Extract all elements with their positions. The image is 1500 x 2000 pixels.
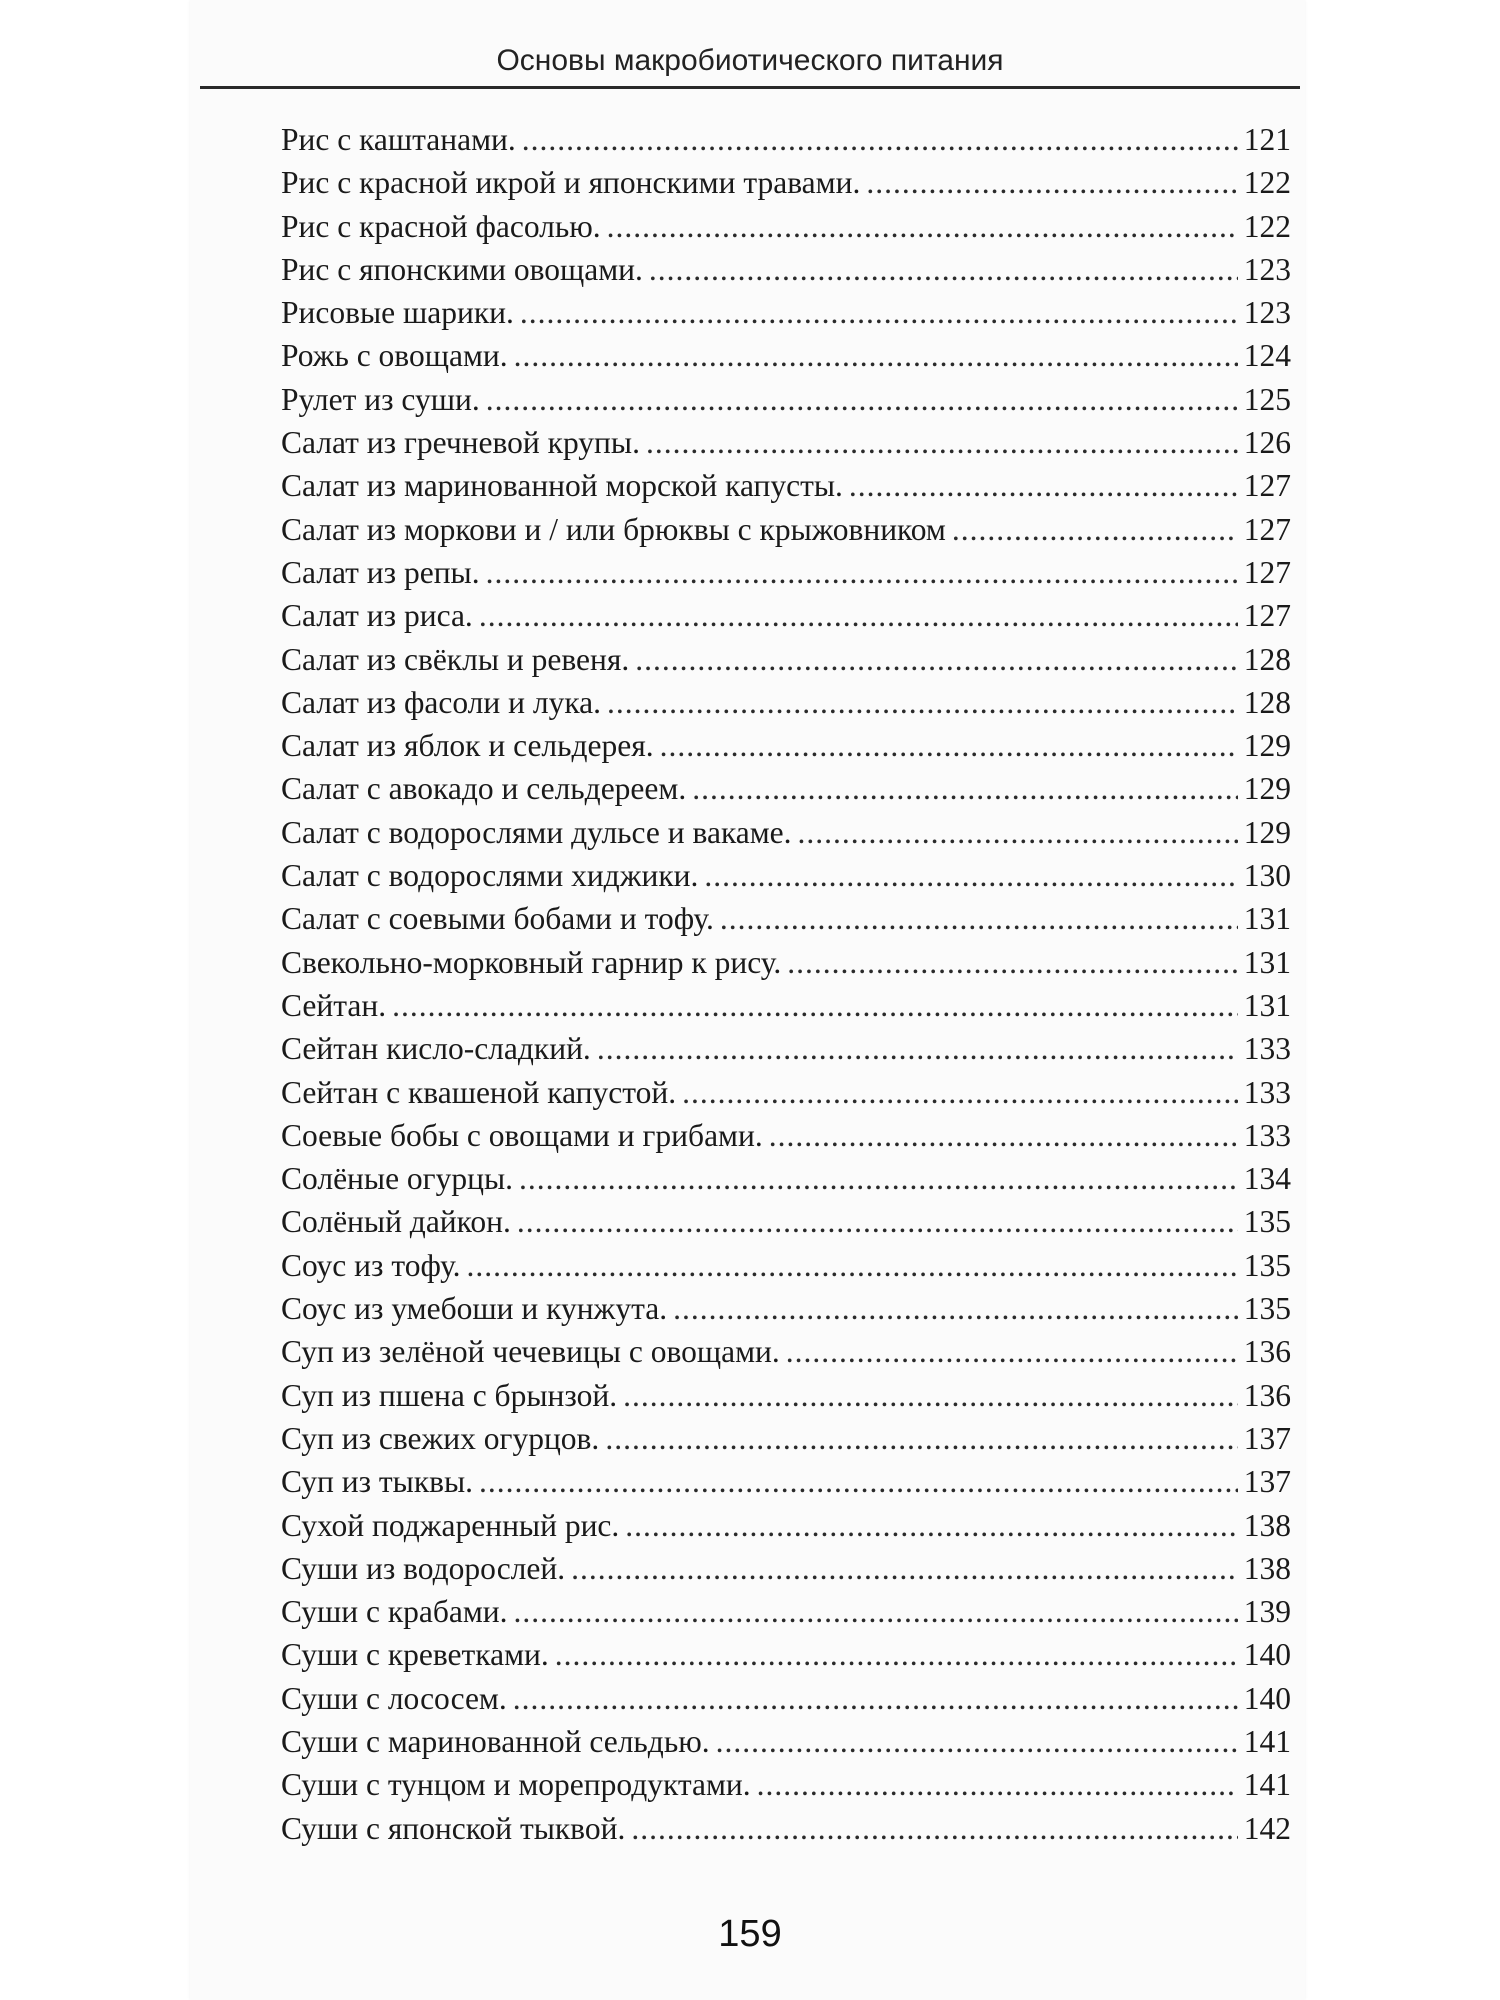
toc-entry	[281, 767, 1291, 810]
toc-entry-page: 135	[1243, 1247, 1291, 1283]
toc-entry-page: 140	[1243, 1680, 1291, 1716]
dot-leader	[479, 594, 1238, 637]
toc-entry	[281, 1114, 1291, 1157]
dot-leader	[660, 724, 1238, 767]
toc-entry-page: 136	[1243, 1334, 1291, 1370]
toc-entry-title: Сейтан.	[281, 987, 387, 1023]
toc-entry-title: Суши из водорослей.	[281, 1550, 566, 1586]
toc-entry	[281, 1504, 1291, 1547]
toc-entry-page: 123	[1243, 251, 1291, 287]
page-number: 159	[718, 1913, 782, 1955]
toc-entry-page: 130	[1243, 858, 1291, 894]
dot-leader	[479, 1460, 1238, 1503]
toc-entry-title: Свекольно-морковный гарнир к рису.	[281, 944, 782, 980]
toc-entry-page: 129	[1243, 771, 1291, 807]
toc-entry	[281, 421, 1291, 464]
toc-entry	[281, 1460, 1291, 1503]
toc-entry	[281, 1071, 1291, 1114]
toc-entry-title: Суп из пшена с брынзой.	[281, 1377, 618, 1413]
dot-leader	[486, 378, 1238, 421]
dot-leader	[513, 1677, 1238, 1720]
dot-leader	[952, 508, 1238, 551]
toc-entry	[281, 1200, 1291, 1243]
toc-entry-page: 138	[1243, 1550, 1291, 1586]
toc-entry-page: 122	[1243, 165, 1291, 201]
dot-leader	[673, 1287, 1238, 1330]
toc-entry	[281, 984, 1291, 1027]
toc-entry-page: 138	[1243, 1507, 1291, 1543]
dot-leader	[757, 1763, 1238, 1806]
toc-entry-page: 135	[1243, 1291, 1291, 1327]
toc-entry	[281, 897, 1291, 940]
dot-leader	[519, 1157, 1238, 1200]
toc-entry-title: Рис с красной фасолью.	[281, 208, 601, 244]
toc-entry	[281, 248, 1291, 291]
toc-entry-page: 123	[1243, 295, 1291, 331]
toc-entry	[281, 464, 1291, 507]
dot-leader	[849, 464, 1238, 507]
toc-entry-page: 127	[1243, 468, 1291, 504]
toc-entry-title: Салат из риса.	[281, 598, 473, 634]
dot-leader	[769, 1114, 1238, 1157]
toc-entry	[281, 811, 1291, 854]
toc-entry-title: Рис с японскими овощами.	[281, 251, 643, 287]
toc-entry-page: 140	[1243, 1637, 1291, 1673]
toc-entry-page: 127	[1243, 554, 1291, 590]
toc-entry-title: Суп из свежих огурцов.	[281, 1420, 600, 1456]
toc-entry	[281, 941, 1291, 984]
toc-entry-title: Салат из фасоли и лука.	[281, 684, 602, 720]
dot-leader	[716, 1720, 1238, 1763]
toc-entry	[281, 1244, 1291, 1287]
toc-entry	[281, 1633, 1291, 1676]
toc-entry-title: Соус из умебоши и кунжута.	[281, 1291, 668, 1327]
table-of-contents	[281, 118, 1291, 1850]
toc-entry-page: 142	[1243, 1810, 1291, 1846]
toc-entry-title: Рожь с овощами.	[281, 338, 508, 374]
toc-entry-page: 124	[1243, 338, 1291, 374]
toc-entry	[281, 378, 1291, 421]
dot-leader	[623, 1374, 1238, 1417]
toc-entry-title: Сейтан кисло-сладкий.	[281, 1031, 591, 1067]
toc-entry-title: Салат из репы.	[281, 554, 480, 590]
toc-entry	[281, 1374, 1291, 1417]
toc-entry	[281, 334, 1291, 377]
toc-entry-title: Рис с каштанами.	[281, 122, 516, 157]
toc-entry-title: Солёный дайкон.	[281, 1204, 511, 1240]
toc-entry	[281, 291, 1291, 334]
toc-entry-page: 133	[1243, 1031, 1291, 1067]
dot-leader	[682, 1071, 1238, 1114]
toc-entry	[281, 594, 1291, 637]
dot-leader	[607, 205, 1238, 248]
dot-leader	[607, 681, 1238, 724]
dot-leader	[486, 551, 1238, 594]
toc-entry-page: 131	[1243, 987, 1291, 1023]
toc-entry-page: 137	[1243, 1464, 1291, 1500]
toc-entry	[281, 1763, 1291, 1806]
toc-entry	[281, 161, 1291, 204]
running-header: Основы макробиотического питания	[496, 44, 1004, 77]
toc-entry	[281, 638, 1291, 681]
toc-entry-page: 127	[1243, 598, 1291, 634]
dot-leader	[514, 1590, 1238, 1633]
toc-entry-page: 141	[1243, 1723, 1291, 1759]
toc-entry-page: 133	[1243, 1117, 1291, 1153]
toc-entry-title: Рулет из суши.	[281, 381, 480, 417]
header-rule	[200, 86, 1300, 89]
toc-entry-page: 134	[1243, 1161, 1291, 1197]
toc-entry-title: Суши с тунцом и морепродуктами.	[281, 1767, 751, 1803]
toc-entry	[281, 1590, 1291, 1633]
toc-entry	[281, 508, 1291, 551]
toc-entry-title: Солёные огурцы.	[281, 1161, 513, 1197]
toc-entry-title: Салат из маринованной морской капусты.	[281, 468, 843, 504]
toc-entry-page: 131	[1243, 901, 1291, 937]
dot-leader	[720, 897, 1238, 940]
toc-entry-page: 127	[1243, 511, 1291, 547]
toc-entry-title: Салат из свёклы и ревеня.	[281, 641, 630, 677]
toc-entry-title: Салат из яблок и сельдерея.	[281, 728, 654, 764]
toc-entry	[281, 854, 1291, 897]
toc-entry-page: 121	[1243, 122, 1291, 157]
toc-entry	[281, 205, 1291, 248]
toc-entry-page: 136	[1243, 1377, 1291, 1413]
toc-entry-title: Салат с водорослями дульсе и вакаме.	[281, 814, 792, 850]
toc-entry-title: Рис с красной икрой и японскими травами.	[281, 165, 861, 201]
toc-entry-page: 126	[1243, 425, 1291, 461]
dot-leader	[597, 1027, 1238, 1070]
dot-leader	[649, 248, 1238, 291]
toc-entry-page: 139	[1243, 1594, 1291, 1630]
toc-entry-page: 131	[1243, 944, 1291, 980]
toc-entry-title: Соевые бобы с овощами и грибами.	[281, 1117, 763, 1153]
dot-leader	[635, 638, 1238, 681]
toc-entry-page: 141	[1243, 1767, 1291, 1803]
toc-entry-page: 129	[1243, 728, 1291, 764]
dot-leader	[787, 941, 1238, 984]
dot-leader	[798, 811, 1238, 854]
toc-entry-title: Салат из гречневой крупы.	[281, 425, 640, 461]
dot-leader	[522, 118, 1238, 161]
toc-entry-title: Суп из тыквы.	[281, 1464, 474, 1500]
dot-leader	[692, 767, 1238, 810]
toc-entry-page: 128	[1243, 684, 1291, 720]
toc-entry	[281, 1677, 1291, 1720]
dot-leader	[866, 161, 1237, 204]
dot-leader	[467, 1244, 1238, 1287]
toc-entry	[281, 551, 1291, 594]
toc-entry-title: Сейтан с квашеной капустой.	[281, 1074, 677, 1110]
toc-entry	[281, 1720, 1291, 1763]
toc-entry	[281, 1287, 1291, 1330]
dot-leader	[625, 1504, 1237, 1547]
toc-entry-page: 133	[1243, 1074, 1291, 1110]
dot-leader	[646, 421, 1238, 464]
toc-entry-title: Салат с авокадо и сельдереем.	[281, 771, 687, 807]
toc-entry-title: Суши с маринованной сельдью.	[281, 1723, 710, 1759]
dot-leader	[571, 1547, 1238, 1590]
dot-leader	[517, 1200, 1238, 1243]
dot-leader	[520, 291, 1238, 334]
toc-entry-title: Салат из моркови и / или брюквы с крыжовником	[281, 511, 946, 547]
toc-entry	[281, 681, 1291, 724]
toc-entry	[281, 118, 1291, 161]
toc-entry-title: Суши с креветками.	[281, 1637, 549, 1673]
toc-entry	[281, 1547, 1291, 1590]
dot-leader	[605, 1417, 1237, 1460]
toc-entry-title: Суши с японской тыквой.	[281, 1810, 626, 1846]
toc-entry	[281, 724, 1291, 767]
toc-entry-title: Соус из тофу.	[281, 1247, 461, 1283]
dot-leader	[704, 854, 1237, 897]
toc-entry-title: Салат с водорослями хиджики.	[281, 858, 699, 894]
dot-leader	[786, 1330, 1238, 1373]
toc-entry	[281, 1027, 1291, 1070]
toc-entry-title: Рисовые шарики.	[281, 295, 514, 331]
dot-leader	[631, 1807, 1237, 1850]
toc-entry	[281, 1157, 1291, 1200]
toc-entry-title: Суп из зелёной чечевицы с овощами.	[281, 1334, 780, 1370]
toc-entry	[281, 1417, 1291, 1460]
toc-entry-page: 137	[1243, 1420, 1291, 1456]
dot-leader	[514, 334, 1238, 377]
toc-entry-title: Суши с лососем.	[281, 1680, 507, 1716]
toc-entry-page: 128	[1243, 641, 1291, 677]
toc-entry-title: Суши с крабами.	[281, 1594, 508, 1630]
toc-entry-title: Салат с соевыми бобами и тофу.	[281, 901, 714, 937]
toc-entry-page: 122	[1243, 208, 1291, 244]
dot-leader	[392, 984, 1238, 1027]
toc-entry-page: 135	[1243, 1204, 1291, 1240]
toc-entry	[281, 1330, 1291, 1373]
toc-entry-page: 125	[1243, 381, 1291, 417]
toc-entry-page: 129	[1243, 814, 1291, 850]
toc-entry	[281, 1807, 1291, 1850]
dot-leader	[555, 1633, 1238, 1676]
toc-entry-title: Сухой поджаренный рис.	[281, 1507, 620, 1543]
